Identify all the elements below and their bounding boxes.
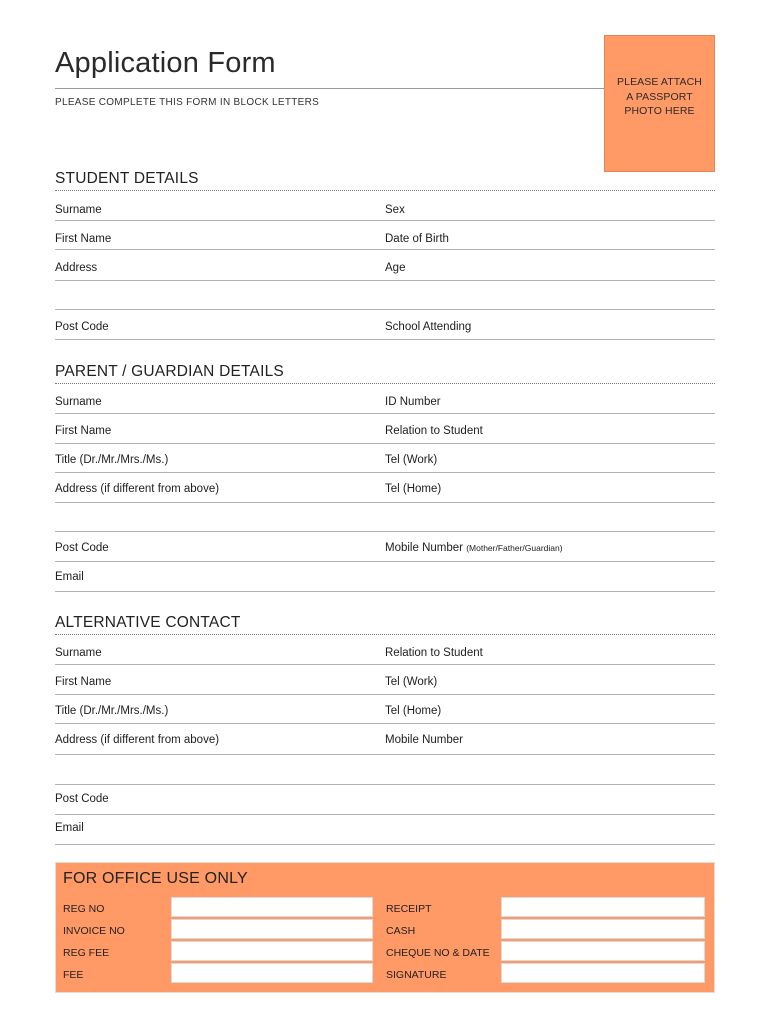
alt-relation-label: Relation to Student: [385, 647, 483, 659]
alt-surname-label: Surname: [55, 647, 102, 659]
reg-no-field[interactable]: [171, 897, 373, 917]
reg-fee-label: REG FEE: [63, 947, 110, 959]
student-school-label: School Attending: [385, 321, 472, 333]
parent-mobile-note: (Mother/Father/Guardian): [466, 543, 563, 553]
parent-post-code-label: Post Code: [55, 542, 109, 554]
student-post-code-line[interactable]: [55, 339, 715, 340]
page-title: Application Form: [55, 47, 276, 79]
alt-post-code-label: Post Code: [55, 793, 109, 805]
cheque-field[interactable]: [501, 941, 705, 961]
parent-tel-home-label: Tel (Home): [385, 483, 442, 495]
invoice-no-field[interactable]: [171, 919, 373, 939]
parent-first-name-line[interactable]: [55, 443, 715, 444]
parent-surname-line[interactable]: [55, 413, 715, 414]
student-address-line-2[interactable]: [55, 309, 715, 310]
alternative-section-divider: [55, 634, 715, 635]
alt-tel-home-label: Tel (Home): [385, 705, 442, 717]
alt-first-name-label: First Name: [55, 676, 112, 688]
alt-address-line[interactable]: [55, 754, 715, 755]
parent-section-title: PARENT / GUARDIAN DETAILS: [55, 363, 284, 380]
alt-email-label: Email: [55, 822, 84, 834]
student-surname-label: Surname: [55, 204, 102, 216]
alt-title-line[interactable]: [55, 723, 715, 724]
parent-post-code-line[interactable]: [55, 561, 715, 562]
student-first-name-label: First Name: [55, 233, 112, 245]
photo-text-line-2: A PASSPORT: [626, 90, 693, 103]
alt-post-code-line[interactable]: [55, 814, 715, 815]
parent-tel-work-label: Tel (Work): [385, 454, 438, 466]
alt-surname-line[interactable]: [55, 664, 715, 665]
parent-address-line-2[interactable]: [55, 531, 715, 532]
invoice-no-label: INVOICE NO: [63, 925, 125, 937]
receipt-label: RECEIPT: [386, 903, 432, 915]
parent-mobile-label: [385, 542, 563, 554]
parent-title-label: Title (Dr./Mr./Mrs./Ms.): [55, 454, 169, 466]
passport-photo-box[interactable]: [604, 35, 715, 172]
alt-mobile-label: Mobile Number: [385, 734, 463, 746]
parent-id-number-label: ID Number: [385, 396, 441, 408]
office-use-panel: [55, 862, 715, 993]
parent-title-line[interactable]: [55, 472, 715, 473]
student-surname-line[interactable]: [55, 220, 715, 221]
signature-field[interactable]: [501, 963, 705, 983]
reg-fee-field[interactable]: [171, 941, 373, 961]
form-instruction: PLEASE COMPLETE THIS FORM IN BLOCK LETTERS: [55, 97, 320, 108]
student-address-label: Address: [55, 262, 98, 274]
cash-field[interactable]: [501, 919, 705, 939]
parent-relation-label: Relation to Student: [385, 425, 483, 437]
student-age-label: Age: [385, 262, 406, 274]
cheque-label: CHEQUE NO & DATE: [386, 947, 490, 959]
parent-first-name-label: First Name: [55, 425, 112, 437]
photo-text-line-3: PHOTO HERE: [624, 105, 695, 118]
fee-label: FEE: [63, 969, 84, 981]
student-first-name-line[interactable]: [55, 249, 715, 250]
parent-email-line[interactable]: [55, 591, 715, 592]
signature-label: SIGNATURE: [386, 969, 447, 981]
alt-title-label: Title (Dr./Mr./Mrs./Ms.): [55, 705, 169, 717]
alternative-section-title: ALTERNATIVE CONTACT: [55, 614, 241, 631]
student-dob-label: Date of Birth: [385, 233, 449, 245]
title-divider: [55, 88, 604, 89]
photo-text-line-1: PLEASE ATTACH: [617, 76, 702, 89]
fee-field[interactable]: [171, 963, 373, 983]
parent-address-label: Address (if different from above): [55, 483, 220, 495]
student-section-divider: [55, 190, 715, 191]
alt-address-label: Address (if different from above): [55, 734, 220, 746]
student-sex-label: Sex: [385, 204, 405, 216]
parent-address-line[interactable]: [55, 502, 715, 503]
alt-tel-work-label: Tel (Work): [385, 676, 438, 688]
alt-email-line[interactable]: [55, 844, 715, 845]
photo-box-text: [610, 75, 710, 119]
student-section-title: STUDENT DETAILS: [55, 170, 199, 187]
parent-mobile-text: Mobile Number: [385, 542, 463, 554]
cash-label: CASH: [386, 925, 416, 937]
office-section-title: FOR OFFICE USE ONLY: [63, 870, 248, 887]
alt-address-line-2[interactable]: [55, 784, 715, 785]
parent-surname-label: Surname: [55, 396, 102, 408]
student-address-line[interactable]: [55, 280, 715, 281]
reg-no-label: REG NO: [63, 903, 105, 915]
alt-first-name-line[interactable]: [55, 694, 715, 695]
student-post-code-label: Post Code: [55, 321, 109, 333]
parent-email-label: Email: [55, 571, 84, 583]
parent-section-divider: [55, 383, 715, 384]
receipt-field[interactable]: [501, 897, 705, 917]
